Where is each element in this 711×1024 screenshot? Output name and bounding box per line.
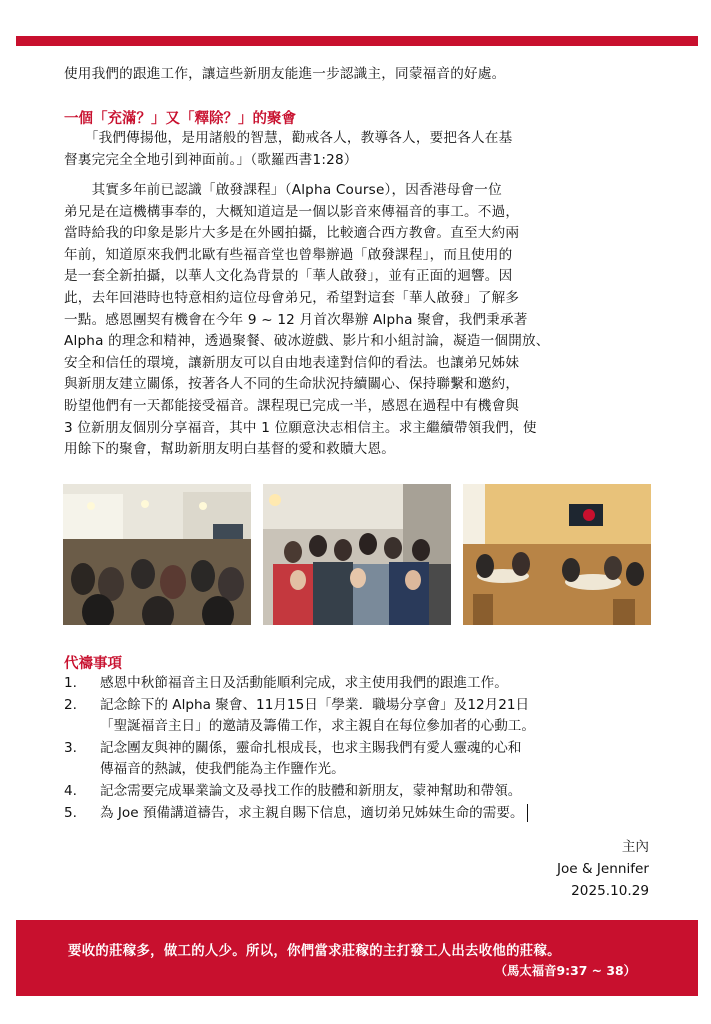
text-line: 與新朋友建立關係，按著各人不同的生命狀況持續關心、保持聯繫和邀約，: [64, 376, 520, 393]
text-line: 是一套全新拍攝，以華人文化為背景的「華人啟發」，並有正面的迴響。因: [64, 268, 513, 285]
bible-quote: [64, 128, 648, 171]
footer-banner: [16, 920, 698, 996]
prayer-number: 4.: [64, 782, 77, 799]
prayer-item: [64, 673, 664, 695]
prayer-list: [64, 673, 664, 824]
text-line: 其實多年前已認識「啟發課程」（Alpha Course），因香港母會一位: [64, 182, 502, 198]
signature-salutation: 主內: [621, 839, 649, 855]
text-line: 使用我們的跟進工作，讓這些新朋友能進一步認識主，同蒙福音的好處。: [64, 66, 506, 82]
prayer-item: [64, 695, 664, 738]
prayer-text: 記念團友與神的關係，靈命扎根成長，也求主賜我們有愛人靈魂的心和: [100, 739, 522, 756]
prayer-number: 2.: [64, 696, 77, 713]
intro-text: [64, 64, 648, 86]
prayer-text: 傳福音的熱誠，使我們能為主作鹽作光。: [100, 761, 345, 778]
prayer-text: 記念需要完成畢業論文及尋找工作的肢體和新朋友，蒙神幫助和帶領。: [100, 782, 522, 799]
text-line: 年前，知道原來我們北歐有些福音堂也曾舉辦過「啟發課程」，而且使用的: [64, 246, 513, 263]
footer-verse: 要收的莊稼多，做工的人少。所以，你們當求莊稼的主打發工人出去收他的莊稼。: [68, 944, 561, 959]
text-line: 用餘下的聚會，幫助新朋友明白基督的愛和救贖大恩。: [64, 441, 396, 458]
prayer-item: [64, 738, 664, 781]
text-line: 一點。感恩團契有機會在今年 9 ~ 12 月首次舉辦 Alpha 聚會，我們秉承著: [64, 311, 528, 328]
photo-group: [263, 484, 451, 625]
prayer-number: 5.: [64, 804, 77, 821]
text-line: 3 位新朋友個別分享福音，其中 1 位願意決志相信主。求主繼續帶領我們，使: [64, 419, 537, 436]
text-line: 安全和信任的環境，讓新朋友可以自由地表達對信仰的看法。也讓弟兄姊妹: [64, 354, 520, 371]
prayer-number: 3.: [64, 739, 77, 756]
signature-block: [557, 836, 649, 902]
photo-row: [63, 484, 651, 625]
signature-date: 2025.10.29: [571, 883, 649, 899]
text-cursor: [527, 804, 528, 822]
photo-meeting-hall: [63, 484, 251, 625]
main-paragraph: [64, 180, 648, 461]
photo-discussion: [463, 484, 651, 625]
prayer-item: [64, 781, 664, 803]
text-line: 盼望他們有一天都能接受福音。課程現已完成一半，感恩在過程中有機會與: [64, 397, 520, 414]
prayer-number: 1.: [64, 675, 77, 691]
prayer-item: [64, 803, 664, 825]
text-line: Alpha 的理念和精神，透過聚餐、破冰遊戲、影片和小組討論，凝造一個開放、: [64, 333, 550, 350]
top-accent-bar: [16, 36, 698, 46]
footer-reference: （馬太福音9:37 ~ 38）: [494, 963, 636, 978]
text-line: 弟兄是在這機構事奉的，大概知道這是一個以影音來傳福音的事工。不過，: [64, 203, 520, 220]
prayer-section-title: 代禱事項: [64, 656, 122, 672]
prayer-text-with-cursor[interactable]: [100, 803, 664, 825]
prayer-text: 為 Joe 預備講道禱告，求主親自賜下信息，適切弟兄姊妹生命的需要。: [100, 804, 524, 821]
section-title: 一個「充滿？」又「釋除？」的聚會: [64, 111, 296, 127]
prayer-text: 記念餘下的 Alpha 聚會、11月15日「學業．職場分享會」及12月21日: [100, 696, 530, 713]
signature-names: Joe & Jennifer: [556, 861, 649, 877]
text-line: 「我們傳揚他，是用諸般的智慧，勸戒各人，教導各人，要把各人在基: [64, 130, 513, 146]
text-line: 此，去年回港時也特意相約這位母會弟兄，希望對這套「華人啟發」了解多: [64, 289, 520, 306]
text-line: 督裏完完全全地引到神面前。」（歌羅西書1:28）: [64, 151, 358, 168]
prayer-text: 「聖誕福音主日」的邀請及籌備工作，求主親自在每位參加者的心動工。: [100, 718, 535, 735]
prayer-text: 感恩中秋節福音主日及活動能順利完成，求主使用我們的跟進工作。: [100, 675, 508, 691]
text-line: 當時給我的印象是影片大多是在外國拍攝，比較適合西方教會。直至大約兩: [64, 225, 520, 242]
